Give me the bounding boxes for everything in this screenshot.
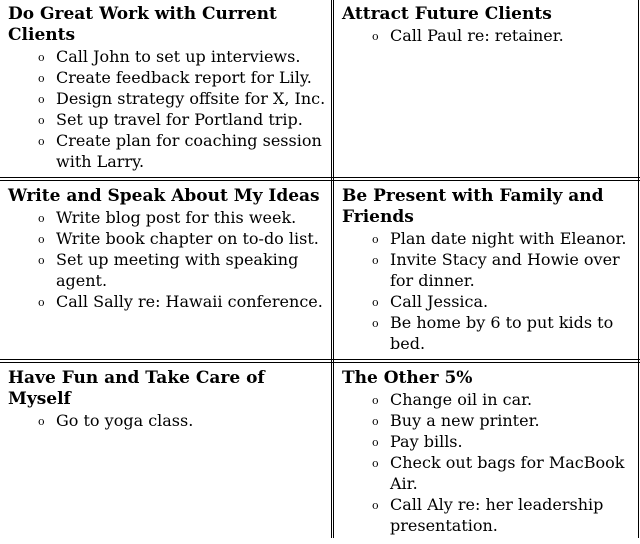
task-text: Change oil in car. xyxy=(390,390,533,409)
task-text: Design strategy offsite for X, Inc. xyxy=(56,89,326,108)
task-text: Invite Stacy and Howie over for dinner. xyxy=(390,250,620,290)
list-item xyxy=(372,312,636,354)
circle-bullet-icon: o xyxy=(372,30,379,43)
section-title: Do Great Work with Current Clients xyxy=(8,4,277,45)
task-text: Create plan for coaching session with Larry. xyxy=(56,131,322,171)
circle-bullet-icon: o xyxy=(38,212,45,225)
list-item xyxy=(38,130,326,172)
circle-bullet-icon: o xyxy=(372,233,379,246)
list-item xyxy=(372,228,636,249)
list-item xyxy=(372,494,636,536)
list-item xyxy=(372,452,636,494)
list-item xyxy=(38,249,326,291)
list-item xyxy=(38,291,326,312)
list-item xyxy=(372,291,636,312)
section-title: Have Fun and Take Care of Myself xyxy=(8,368,265,409)
task-text: Check out bags for MacBook Air. xyxy=(390,453,625,493)
list-item xyxy=(38,109,326,130)
section-title: Be Present with Family and Friends xyxy=(342,186,604,227)
circle-bullet-icon: o xyxy=(38,296,45,309)
task-text: Go to yoga class. xyxy=(56,411,194,430)
circle-bullet-icon: o xyxy=(38,135,45,148)
section-other xyxy=(334,364,640,544)
section-write-speak xyxy=(0,182,332,362)
section-fun-self-care xyxy=(0,364,332,544)
task-text: Be home by 6 to put kids to bed. xyxy=(390,313,614,353)
circle-bullet-icon: o xyxy=(38,72,45,85)
circle-bullet-icon: o xyxy=(38,254,45,267)
task-list xyxy=(342,228,636,354)
task-text: Set up travel for Portland trip. xyxy=(56,110,303,129)
list-item xyxy=(38,410,326,431)
section-title: Attract Future Clients xyxy=(342,4,552,24)
task-text: Create feedback report for Lily. xyxy=(56,68,312,87)
row-divider xyxy=(0,177,640,181)
section-future-clients xyxy=(334,0,640,180)
circle-bullet-icon: o xyxy=(372,457,379,470)
circle-bullet-icon: o xyxy=(372,254,379,267)
circle-bullet-icon: o xyxy=(372,499,379,512)
task-list xyxy=(8,46,326,172)
circle-bullet-icon: o xyxy=(372,436,379,449)
section-title: Write and Speak About My Ideas xyxy=(8,186,320,206)
task-text: Call Paul re: retainer. xyxy=(390,26,564,45)
circle-bullet-icon: o xyxy=(372,415,379,428)
list-item xyxy=(372,25,636,46)
task-text: Call Jessica. xyxy=(390,292,489,311)
list-item xyxy=(38,207,326,228)
circle-bullet-icon: o xyxy=(372,394,379,407)
section-family-friends xyxy=(334,182,640,362)
task-list xyxy=(342,25,636,46)
list-item xyxy=(38,46,326,67)
task-list xyxy=(8,207,326,312)
task-text: Call John to set up interviews. xyxy=(56,47,301,66)
task-list xyxy=(8,410,326,431)
task-text: Plan date night with Eleanor. xyxy=(390,229,627,248)
column-divider xyxy=(331,0,334,538)
list-item xyxy=(372,431,636,452)
task-text: Buy a new printer. xyxy=(390,411,540,430)
list-item xyxy=(372,389,636,410)
task-text: Call Aly re: her leadership presentation. xyxy=(390,495,604,535)
list-item xyxy=(372,249,636,291)
section-current-clients xyxy=(0,0,332,180)
circle-bullet-icon: o xyxy=(38,233,45,246)
list-item xyxy=(38,67,326,88)
task-text: Write blog post for this week. xyxy=(56,208,297,227)
section-title: The Other 5% xyxy=(342,368,473,388)
task-text: Set up meeting with speaking agent. xyxy=(56,250,299,290)
list-item xyxy=(38,88,326,109)
list-item xyxy=(38,228,326,249)
circle-bullet-icon: o xyxy=(38,415,45,428)
list-item xyxy=(372,410,636,431)
circle-bullet-icon: o xyxy=(372,317,379,330)
circle-bullet-icon: o xyxy=(38,114,45,127)
task-text: Call Sally re: Hawaii conference. xyxy=(56,292,323,311)
task-text: Pay bills. xyxy=(390,432,463,451)
circle-bullet-icon: o xyxy=(38,93,45,106)
circle-bullet-icon: o xyxy=(372,296,379,309)
circle-bullet-icon: o xyxy=(38,51,45,64)
task-list xyxy=(342,389,636,536)
task-text: Write book chapter on to-do list. xyxy=(56,229,319,248)
row-divider xyxy=(0,359,640,363)
